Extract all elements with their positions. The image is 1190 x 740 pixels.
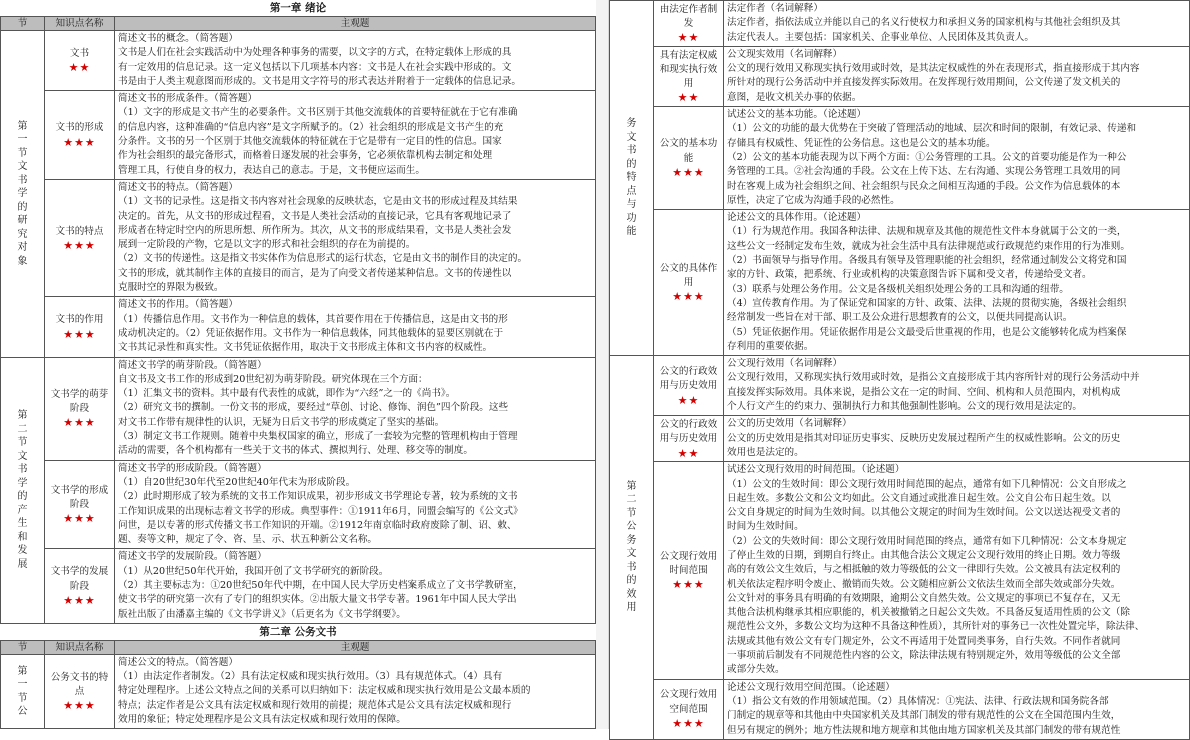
answer-line: （2）公文的失效时间：即公文现行效用时间范围的终点，通常有如下几种情况：公文本身规定: [727, 535, 1127, 547]
topic-content-cell: [115, 297, 596, 357]
answer-line: （1）公文的生效时间：即公文现行效用时间范围的起点，通常有如下几种情况：公文自形成之: [727, 478, 1127, 490]
section-label: 第一节 文书学的研究对象: [17, 120, 28, 267]
knowledge-row: [610, 107, 1190, 210]
knowledge-row: [610, 356, 1190, 416]
answer-line: 存利用的重要依据。: [727, 340, 814, 352]
section-label-cell: [610, 356, 654, 740]
knowledge-point-cell: [654, 107, 724, 210]
knowledge-point-name: 公文现行效用时间范围: [659, 550, 718, 576]
knowledge-point-cell: [45, 654, 115, 728]
importance-stars: ★★: [677, 31, 700, 45]
topic-content-cell: [724, 210, 1190, 356]
knowledge-row: [1, 91, 596, 180]
answer-line: （1）从20世纪50年代开始，我国开创了文书学研究的新阶段。: [118, 565, 389, 577]
answer-line: 问世，是以专著的形式传播文书工作知识的开端。②1912年南京临时政府废除了制、诏、敕、: [118, 519, 517, 531]
answer-line: 特定处理程序。上述公文特点之间的关系可以归纳如下：法定权威和现实执行效用是公文最本质的: [118, 685, 531, 697]
answer-line: 决定的。首先，从文书的形成过程看，文书是人类社会活动的直接记录，它具有客观地记录了: [118, 210, 512, 222]
answer-line: 活动的需要，各个机构都有一些关于文书的体式、撰拟判行、处理、移交等的制度。: [118, 445, 473, 457]
answer-line: （1）行为规范作用。我国各种法律、法规和规章及其他的规范性文件本身就属于公文的一类，: [727, 226, 1127, 238]
answer-line: 高的有效公文生效后，与之相抵触的效力等级低的公文一律即行失效。公文被具有法定权利的: [727, 564, 1121, 576]
answer-line: （4）宣传教育作用。为了保证党和国家的方针、政策、法律、法规的贯彻实施，各级社会组织: [727, 297, 1127, 309]
topic-content-cell: [724, 679, 1190, 739]
knowledge-point-name: 文书学的形成阶段: [50, 484, 109, 510]
answer-line: （1）自20世纪30年代至20世纪40年代末为形成阶段。: [118, 476, 356, 488]
knowledge-point-name: 公文的行政效用与历史效用: [659, 418, 718, 445]
topic-content-cell: [115, 31, 596, 91]
section-label: 务文书的特点与功能: [626, 118, 637, 238]
knowledge-row: [1, 179, 596, 296]
question-title: 简述文书的作用。（简答题）: [118, 299, 238, 311]
topic-content-cell: [115, 357, 596, 460]
answer-line: （3）制定文书工作规则。随着中央集权国家的确立，形成了一套较为完整的管理机构由于管理: [118, 431, 518, 443]
answer-line: 或部分失效。: [727, 664, 785, 676]
header-point: 知识点名称: [45, 640, 115, 654]
header-topic: 主观题: [115, 640, 596, 654]
answer-line: 自文书及文书工作的形成到20世纪初为萌芽阶段。研究体现在三个方面：: [118, 373, 428, 385]
knowledge-row: [610, 679, 1190, 739]
knowledge-point-name: 公文的基本功能: [659, 138, 718, 164]
answer-line: （1）指公文有效的作用领域范围。（2）具体情况：①宪法、法律、行政法规和国务院各部: [727, 695, 1109, 707]
answer-line: 门制定的规章等和其他由中央国家机关及其部门制发的带有规范性的公文在全国范围内生效，: [727, 710, 1121, 722]
question-title: 公文的历史效用（名词解释）: [727, 418, 852, 430]
right-page: [608, 0, 1190, 736]
answer-line: 一事项前后制发有不同规范性内容的公文，除法律法规有特别规定外，效用等级低的公文全部: [727, 650, 1121, 662]
knowledge-point-cell: [654, 1, 724, 47]
answer-line: 成动机决定的。（2）凭证依据作用。文书作为一种信息载体，同其他载体的显要区别就在于: [118, 327, 504, 339]
topic-content-cell: [115, 179, 596, 296]
answer-line: 法定代表人。主要包括：国家机关、企事业单位、人民团体及其负责人。: [727, 31, 1034, 43]
answer-line: 直接发挥实际效用。具体来说，是指公文在一定的时间、空间、机构和人员范围内，对机构成: [727, 386, 1121, 398]
answer-line: 公文针对的事务具有明确的有效期限，逾期公文自然失效。公文规定的事项已不复存在，又无: [727, 592, 1121, 604]
importance-stars: ★★★: [63, 238, 96, 252]
answer-line: 版社出版了由潘嘉主编的《文书学讲义》（后更名为《文书学纲要》。: [118, 608, 406, 620]
importance-stars: ★★: [68, 61, 91, 75]
knowledge-row: [1, 549, 596, 623]
topic-content-cell: [115, 460, 596, 549]
topic-content-cell: [115, 91, 596, 180]
question-title: 公文现实效用（名词解释）: [727, 48, 843, 60]
topic-content-cell: [724, 107, 1190, 210]
importance-stars: ★★★: [63, 416, 96, 430]
answer-line: 管理工具，行使自身的权力，表达自己的意志。于是，文书便应运而生。: [118, 164, 425, 176]
knowledge-point-name: 公文的行政效用与历史效用: [659, 365, 718, 392]
answer-line: 效用的象征；特定处理程序是公文具有法定权威和现行效用的保障。: [118, 714, 406, 726]
answer-line: 时在客观上成为社会组织之间、社会组织与民众之间相互沟通的手段。公文作为信息载体的本: [727, 180, 1121, 192]
answer-line: （2）研究文书的撰制。一份文书的形成，要经过“草创、讨论、修饰、润色”四个阶段。这些: [118, 402, 509, 414]
knowledge-row: [1, 654, 596, 728]
section-label-cell: [1, 357, 45, 623]
chapter-2-table: [0, 640, 596, 729]
answer-line: 分条件。文书的另一个区别于其他交流载体的特征就在于它是带有一定目的性的信息。国家: [118, 136, 502, 148]
answer-line: （1）文书的记录性。这是指文书内容对社会现象的反映状态，它是由文书的形成过程及其结果: [118, 196, 518, 208]
answer-line: 文书的形成，就其制作主体的直接目的而言，是为了向受文者传递某种信息。文书的传递性以: [118, 267, 512, 279]
question-title: 简述文书学的发展阶段。（简答题）: [118, 551, 267, 563]
importance-stars: ★★★: [672, 165, 705, 179]
knowledge-point-cell: [45, 179, 115, 296]
knowledge-point-cell: [45, 460, 115, 549]
knowledge-point-name: 具有法定权威和现实执行效用: [659, 49, 718, 90]
question-title: 公文现行效用（名词解释）: [727, 358, 843, 370]
knowledge-point-name: 文书: [69, 47, 90, 59]
answer-line: 克服时空的界限为极致。: [118, 282, 224, 294]
answer-line: （2）文书的传递性。这是指文书实体作为信息形式的运行状态，它是由文书的制作目的决定的。: [118, 253, 528, 265]
importance-stars: ★★★: [63, 699, 96, 713]
answer-line: 法定作者，指依法成立并能以自己的名义行使权力和承担义务的国家机构与其他社会组织及其: [727, 17, 1121, 29]
answer-line: 展到一定阶段的产物，它是以文字的形式和社会组织的存在为前提的。: [118, 239, 416, 251]
left-page: [0, 0, 596, 729]
answer-line: 意图，是收文机关办事的依据。: [727, 91, 862, 103]
answer-line: 时间为生效时间。: [727, 521, 804, 533]
header-topic: 主观题: [115, 17, 596, 31]
knowledge-point-name: 由法定作者制发: [659, 3, 718, 29]
answer-line: （2）其主要标志为：①20世纪50年代中期，在中国人民大学历史档案系成立了文书学教研室，: [118, 579, 523, 591]
section-label: 第二节 公务文书的效用: [626, 480, 637, 614]
knowledge-point-cell: [654, 416, 724, 462]
answer-line: （2）此时期形成了较为系统的文书工作知识成果，初步形成文书学理论专著，较为系统的文书: [118, 491, 518, 503]
topic-content-cell: [115, 549, 596, 623]
knowledge-point-name: 公文现行效用空间范围: [659, 689, 718, 715]
answer-line: （2）公文的基本功能表现为以下两个方面：①公务管理的工具。公文的首要功能是作为一种公: [727, 151, 1127, 163]
knowledge-point-name: 文书的作用: [55, 314, 104, 326]
answer-line: 法规或其他有效公文有专门规定外，公文不再适用于处置同类事务，自行失效。不同作者就同: [727, 635, 1121, 647]
question-title: 论述公文现行效用空间范围。（论述题）: [727, 681, 895, 693]
question-title: 试述公文的基本功能。（论述题）: [727, 109, 867, 121]
answer-line: 个人行文产生的约束力、强制执行力和其他强制性影响。公文的现行效用是法定的。: [727, 401, 1082, 413]
answer-line: （3）联系与处理公务作用。公文是各级机关组织处理公务的工具和沟通的纽带。: [727, 283, 1069, 295]
answer-line: 工作知识成果的出现标志着文书学的形成。典型事件：①1911年6月，同盟会编写的《公文式》: [118, 505, 523, 517]
knowledge-point-cell: [654, 462, 724, 679]
answer-line: 务管理的工具。②社会沟通的手段。公文在上传下达、左右沟通、实现公务管理工具效用的同: [727, 166, 1121, 178]
section-label: 第一节 公: [17, 665, 28, 718]
knowledge-point-cell: [654, 46, 724, 106]
knowledge-row: [1, 297, 596, 357]
header-point: 知识点名称: [45, 17, 115, 31]
topic-content-cell: [724, 1, 1190, 47]
question-title: 法定作者（名词解释）: [727, 3, 823, 14]
importance-stars: ★★★: [672, 717, 705, 731]
knowledge-point-name: 文书学的萌芽阶段: [50, 388, 109, 415]
topic-content-cell: [724, 356, 1190, 416]
knowledge-point-name: 文书的特点: [55, 225, 104, 237]
answer-line: 公文的现行效用又称现实执行效用或时效，是其法定权威性的外在表现形式，指直接形成于其内容: [727, 63, 1140, 75]
answer-line: （1）文字的形成是文书产生的必要条件。文书区别于其他交流载体的首要特征就在于它有准确: [118, 107, 518, 119]
question-title: 试述公文现行效用的时间范围。（论述题）: [727, 464, 905, 476]
header-section: 节: [1, 640, 45, 654]
knowledge-point-cell: [45, 357, 115, 460]
answer-line: 日起生效。多数公文和公文均如此。公文自通过或批准日起生效。公文自公布日起生效。以: [727, 492, 1111, 504]
answer-line: 对文书工作带有规律性的认识，无疑为日后文书学的形成奠定了坚实的基础。: [118, 416, 445, 428]
section-label: 第二节 文书学的产生和发展: [17, 410, 28, 570]
answer-line: （1）公文的功能的最大优势在于突破了管理活动的地域、层次和时间的限制，有效记录、传递和: [727, 123, 1137, 135]
importance-stars: ★★★: [63, 135, 96, 149]
answer-line: 所针对的现行公务活动中并直接发挥实际效用。在发挥现行效用期间，公文传递了发文机关的: [727, 77, 1121, 89]
answer-line: 了停止生效的日期，到期自行终止。由其他合法公文规定公文现行效用的终止日期。效力等级: [727, 549, 1121, 561]
question-title: 简述文书的概念。（简答题）: [118, 33, 238, 44]
answer-line: 有一定效用的信息记录。这一定义包括以下几项基本内容：文书是人在社会实践中形成的。文: [118, 61, 512, 73]
knowledge-point-cell: [45, 297, 115, 357]
question-title: 简述文书学的形成阶段。（简答题）: [118, 462, 267, 474]
answer-line: 这些公文一经制定发布生效，就成为社会生活中具有法律规范或行政规范约束作用的行为准则。: [727, 240, 1130, 252]
question-title: 简述文书的特点。（简答题）: [118, 181, 238, 193]
knowledge-point-cell: [654, 356, 724, 416]
answer-line: 特点；法定作者是公文具有法定权威和现行效用的前提；规范体式是公文具有法定权威和现行: [118, 699, 512, 711]
knowledge-point-name: 文书的形成: [55, 122, 104, 134]
knowledge-row: [1, 357, 596, 460]
importance-stars: ★★: [677, 446, 700, 460]
topic-content-cell: [115, 654, 596, 728]
answer-line: 文书其记录性和真实性。文书凭证依据作用，取决于文书形成主体和文书内容的权威性。: [118, 342, 493, 354]
answer-line: 文书是人们在社会实践活动中为处理各种事务的需要，以文字的方式，在特定载体上形成的具: [118, 47, 512, 59]
answer-line: 规范性公文外，多数公文均为这种不具备这种性质），其所针对的事务已一次性处置完毕，除法律、: [727, 621, 1145, 633]
chapter-1-table: [0, 16, 596, 624]
knowledge-point-cell: [654, 679, 724, 739]
answer-line: 机关依法定程序明令废止、撤销而失效。公文随相应新公文依法生效而全部失效或部分失效。: [727, 578, 1121, 590]
answer-line: （5）凭证依据作用。凭证依据作用是公文最受后世重视的作用，也是公文能够转化成为档案保: [727, 326, 1127, 338]
question-title: 论述公文的具体作用。（论述题）: [727, 212, 867, 224]
knowledge-row: [610, 46, 1190, 106]
question-title: 简述公文的特点。（简答题）: [118, 656, 238, 668]
topic-content-cell: [724, 462, 1190, 679]
answer-line: 存储具有权威性、凭证性的公务信息。这也是公文的基本功能。: [727, 137, 996, 149]
importance-stars: ★★: [677, 91, 700, 105]
knowledge-point-cell: [45, 549, 115, 623]
page-gutter: [596, 0, 608, 729]
answer-line: 题、奏等文种，规定了令、咨、呈、示、状五种新公文名称。: [118, 534, 378, 546]
section-label-cell: [1, 654, 45, 728]
question-title: 简述文书学的萌芽阶段。（简答题）: [118, 359, 267, 371]
answer-line: 效用也是法定的。: [727, 446, 804, 458]
answer-line: 家的方针、政策，把系统、行业或机构的决策意图告诉下属和受文者，传递给受文者。: [727, 269, 1092, 281]
knowledge-row: [1, 460, 596, 549]
section-label-cell: [610, 1, 654, 356]
right-table: [609, 0, 1190, 740]
topic-content-cell: [724, 46, 1190, 106]
importance-stars: ★★★: [672, 290, 705, 304]
importance-stars: ★★★: [63, 327, 96, 341]
answer-line: 形成者在特定时空内的所思所想、所作所为。其次，从文书的形成结果看，文书是人类社会发: [118, 224, 512, 236]
answer-line: （2）书面领导与指导作用。各级具有领导及管理职能的社会组织，经常通过制发公文将党和国: [727, 255, 1127, 267]
answer-line: （1）传播信息作用。文书作为一种信息的载体，其首要作用在于传播信息，这是由文书的形: [118, 313, 508, 325]
answer-line: 原性，决定了它成为沟通手段的必然性。: [727, 194, 900, 206]
importance-stars: ★★: [677, 393, 700, 407]
answer-line: 但另有规定的例外；地方性法规和地方规章和其他由地方国家机关及其部门制发的带有规范性: [727, 724, 1121, 736]
knowledge-row: [610, 210, 1190, 356]
answer-line: （1）汇集文书的资料。其中最有代表性的成就，即作为“六经”之一的《尚书》。: [118, 388, 456, 400]
answer-line: 经常制发一些旨在对干部、职工及公众进行思想教育的公文，以便共同提高认识。: [727, 312, 1073, 324]
knowledge-row: [1, 31, 596, 91]
knowledge-row: [610, 416, 1190, 462]
knowledge-point-name: 文书学的发展阶段: [50, 566, 109, 592]
answer-line: 作为社会组织的最完备形式，而格着日逐发展的社会事务，它必须依靠机构去制定和处理: [118, 150, 493, 162]
knowledge-row: [610, 1, 1190, 47]
answer-line: 的信息内容，这种准确的“信息内容”是文字所赋予的。（2）社会组织的形成是文书产生的充: [118, 121, 504, 133]
answer-line: 书是由于人类主观意图而形成的。文书是用文字符号的形式表达并附着于一定载体的信息记录。: [118, 75, 521, 87]
knowledge-point-cell: [45, 31, 115, 91]
answer-line: （1）由法定作者制发。（2）具有法定权威和现实执行效用。（3）具有规范体式。（4）具有: [118, 671, 503, 683]
knowledge-point-name: 公务文书的特点: [50, 671, 109, 698]
answer-line: 公文自身规定的时间为生效时间。以其他公文规定的时间为生效时间。公文以送达视受文者的: [727, 507, 1121, 519]
chapter-1-title: 第一章 绪论: [269, 2, 327, 14]
knowledge-point-cell: [654, 210, 724, 356]
importance-stars: ★★★: [63, 593, 96, 607]
importance-stars: ★★★: [63, 512, 96, 526]
section-label-cell: [1, 31, 45, 358]
header-section: 节: [1, 17, 45, 31]
question-title: 简述文书的形成条件。（简答题）: [118, 93, 258, 105]
answer-line: 其他合法机构继承其相应职能的，机关被撤销之日起公文失效。不具备反复适用性质的公文（除: [727, 607, 1130, 619]
topic-content-cell: [724, 416, 1190, 462]
answer-line: 公文的历史效用是指其对印证历史事实、反映历史发展过程所产生的权威性影响。公文的历史: [727, 432, 1121, 444]
knowledge-point-cell: [45, 91, 115, 180]
answer-line: 公文现行效用，又称现实执行效用或时效，是指公文直接形成于其内容所针对的现行公务活动中并: [727, 372, 1140, 384]
chapter-2-title: 第二章 公务文书: [259, 625, 337, 638]
knowledge-point-name: 公文的具体作用: [659, 262, 718, 289]
importance-stars: ★★★: [672, 578, 705, 592]
knowledge-row: [610, 462, 1190, 679]
answer-line: 使文书学的研究第一次有了专门的组织实体。②出版大量文书学专著。1961年中国人民大学出: [118, 594, 517, 606]
